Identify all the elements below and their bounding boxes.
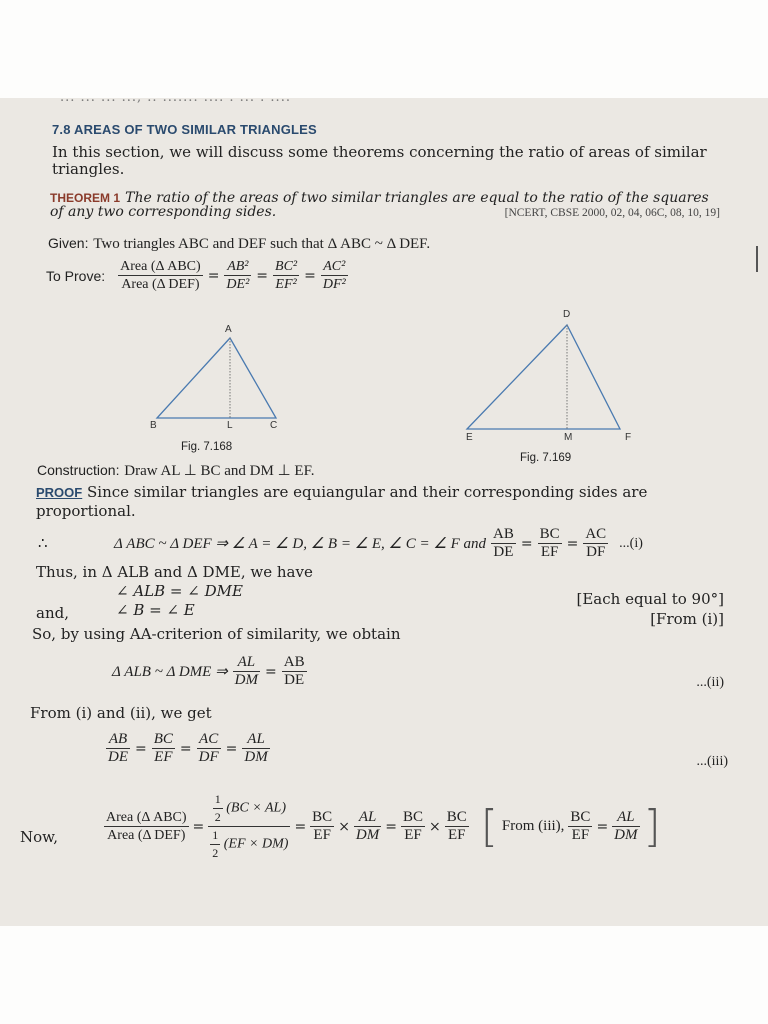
times: × bbox=[338, 818, 350, 835]
construction-line bbox=[37, 461, 314, 480]
equals: = bbox=[520, 535, 533, 552]
to-prove-label: To Prove: bbox=[46, 267, 106, 284]
half-num: 1 bbox=[210, 827, 220, 845]
thus-line: Thus, in Δ ALB and Δ DME, we have bbox=[36, 563, 313, 581]
frac-num: AL bbox=[242, 731, 269, 749]
equation-3 bbox=[106, 731, 270, 766]
given-label: Given: bbox=[48, 235, 89, 251]
frac-num: AC² bbox=[321, 258, 348, 276]
frac-den: DF bbox=[198, 749, 219, 765]
reason-right-angle: [Each equal to 90°] bbox=[576, 590, 724, 608]
vertex-f-label: F bbox=[625, 432, 632, 443]
frac-den: EF bbox=[404, 827, 422, 843]
equals: = bbox=[207, 267, 220, 284]
theorem-text-2: of any two corresponding sides. bbox=[50, 204, 277, 220]
half-den: 2 bbox=[214, 810, 221, 824]
frac-den: EF bbox=[154, 749, 173, 765]
frac-den: DM bbox=[355, 827, 380, 843]
frac-den: DE bbox=[108, 749, 128, 765]
theorem-label: THEOREM 1 bbox=[50, 191, 121, 205]
frac-den: DM bbox=[244, 749, 268, 765]
times: × bbox=[429, 818, 441, 835]
frac-den: EF bbox=[313, 827, 331, 843]
frac-num: BC bbox=[402, 809, 423, 825]
frac-den: DF² bbox=[322, 277, 346, 292]
equals: = bbox=[265, 663, 277, 680]
to-prove-row bbox=[46, 258, 348, 293]
vertex-b-label: B bbox=[150, 420, 157, 431]
vertex-a-label: A bbox=[225, 324, 232, 335]
equals: = bbox=[294, 818, 307, 835]
half-num: 1 bbox=[213, 791, 223, 809]
frac-num: BC bbox=[312, 809, 333, 825]
angle-b-equation: ∠ B = ∠ E bbox=[116, 601, 195, 619]
frac-num: AL bbox=[612, 809, 639, 827]
frac-num: AB bbox=[492, 526, 514, 542]
frac-num: AB bbox=[106, 731, 130, 749]
intro-line-2: triangles. bbox=[52, 160, 125, 178]
eq3-tag: ...(iii) bbox=[696, 754, 728, 769]
frac-den: EF bbox=[571, 827, 590, 843]
mid-num: (BC × AL) bbox=[226, 800, 286, 816]
triangle-def bbox=[467, 325, 620, 429]
aa-criterion-line: So, by using AA-criterion of similarity, we obtain bbox=[32, 625, 401, 643]
proof-text-1: Since similar triangles are equiangular and their corresponding sides are bbox=[87, 483, 648, 501]
and-label: and, bbox=[36, 604, 69, 622]
bracket-text: From (iii), bbox=[501, 818, 565, 834]
frac-den: DF bbox=[586, 544, 606, 560]
therefore-symbol: ∴ bbox=[38, 534, 48, 552]
vertex-m-label: M bbox=[564, 432, 573, 443]
theorem-text-1: The ratio of the areas of two similar triangles are equal to the ratio of the squares bbox=[125, 190, 709, 206]
construction-label: Construction: bbox=[37, 462, 120, 478]
frac-num: AB bbox=[283, 654, 305, 670]
frac-num: BC bbox=[446, 809, 467, 825]
frac-den: EF² bbox=[275, 277, 297, 292]
equals: = bbox=[596, 818, 609, 835]
clipped-text: ... ... ... ..., .. ....... .... . ... . .... bbox=[60, 90, 291, 105]
frac-num: AL bbox=[354, 809, 381, 827]
proof-label: PROOF bbox=[36, 485, 83, 500]
frac-den: Area (Δ DEF) bbox=[107, 828, 186, 843]
intro-line-1: In this section, we will discuss some theorems concerning the ratio of areas of similar bbox=[52, 143, 707, 161]
reason-from-i: [From (i)] bbox=[650, 610, 724, 628]
left-bracket: [ bbox=[480, 800, 498, 852]
triangle-def-figure bbox=[450, 312, 650, 442]
frac-den: DM bbox=[234, 672, 258, 688]
eq1-tag: ...(i) bbox=[619, 535, 643, 551]
construction-text: Draw AL ⊥ BC and DM ⊥ EF. bbox=[124, 463, 315, 479]
proof-line-2: proportional. bbox=[36, 502, 136, 520]
right-bracket: ] bbox=[643, 800, 661, 852]
frac-den: EF bbox=[540, 544, 559, 560]
frac-num: AC bbox=[585, 526, 607, 542]
frac-num: BC bbox=[153, 731, 173, 747]
theorem-reference: [NCERT, CBSE 2000, 02, 04, 06C, 08, 10, 19] bbox=[504, 207, 720, 219]
now-label: Now, bbox=[20, 828, 58, 846]
frac-den: DM bbox=[614, 827, 638, 843]
eq2-tag: ...(ii) bbox=[696, 675, 724, 690]
frac-num: AC bbox=[197, 731, 221, 749]
equals: = bbox=[179, 740, 192, 757]
now-equation bbox=[104, 791, 661, 862]
equals: = bbox=[256, 267, 269, 284]
frac-num: Area (Δ ABC) bbox=[106, 810, 187, 825]
frac-den: DE² bbox=[226, 277, 250, 292]
frac-den: EF bbox=[447, 827, 466, 843]
section-heading: 7.8 AREAS OF TWO SIMILAR TRIANGLES bbox=[52, 122, 317, 137]
fig-169-caption: Fig. 7.169 bbox=[520, 452, 572, 464]
vertex-e-label: E bbox=[466, 432, 473, 443]
page-edge-mark bbox=[756, 246, 758, 272]
compound-fraction bbox=[208, 791, 290, 862]
eq1-text: Δ ABC ~ Δ DEF ⇒ ∠ A = ∠ D, ∠ B = ∠ E, ∠ C = ∠ F and bbox=[114, 536, 486, 552]
equation-1 bbox=[114, 526, 643, 561]
frac-den: Area (Δ DEF) bbox=[121, 277, 200, 292]
equation-2 bbox=[112, 654, 307, 689]
vertex-c-label: C bbox=[270, 420, 278, 431]
given-text: Two triangles ABC and DEF such that Δ ABC ~ Δ DEF. bbox=[93, 236, 431, 252]
frac-num: BC² bbox=[275, 259, 298, 274]
half-den: 2 bbox=[212, 846, 219, 860]
frac-num: AL bbox=[233, 654, 260, 672]
equals: = bbox=[225, 740, 238, 757]
frac-num: BC bbox=[570, 809, 591, 825]
equals: = bbox=[566, 535, 579, 552]
frac-num: AB² bbox=[224, 258, 251, 276]
triangle-abc bbox=[157, 338, 276, 418]
frac-den: DE bbox=[493, 544, 514, 560]
textbook-page bbox=[0, 90, 768, 926]
vertex-d-label: D bbox=[563, 309, 571, 320]
from-i-ii-line: From (i) and (ii), we get bbox=[30, 704, 212, 722]
equals: = bbox=[192, 818, 205, 835]
proof-line-1 bbox=[36, 483, 722, 501]
equals: = bbox=[304, 267, 316, 284]
equals: = bbox=[385, 818, 397, 835]
frac-num: BC bbox=[539, 526, 560, 542]
fig-168-caption: Fig. 7.168 bbox=[181, 441, 233, 453]
angle-alb-equation: ∠ ALB = ∠ DME bbox=[116, 582, 243, 600]
frac-num: Area (Δ ABC) bbox=[120, 259, 201, 274]
mid-den: (EF × DM) bbox=[223, 836, 289, 852]
vertex-l-label: L bbox=[227, 420, 233, 431]
equals: = bbox=[135, 740, 147, 757]
eq2-text: Δ ALB ~ Δ DME ⇒ bbox=[112, 664, 228, 680]
given-line bbox=[48, 234, 430, 253]
frac-den: DE bbox=[284, 672, 305, 688]
